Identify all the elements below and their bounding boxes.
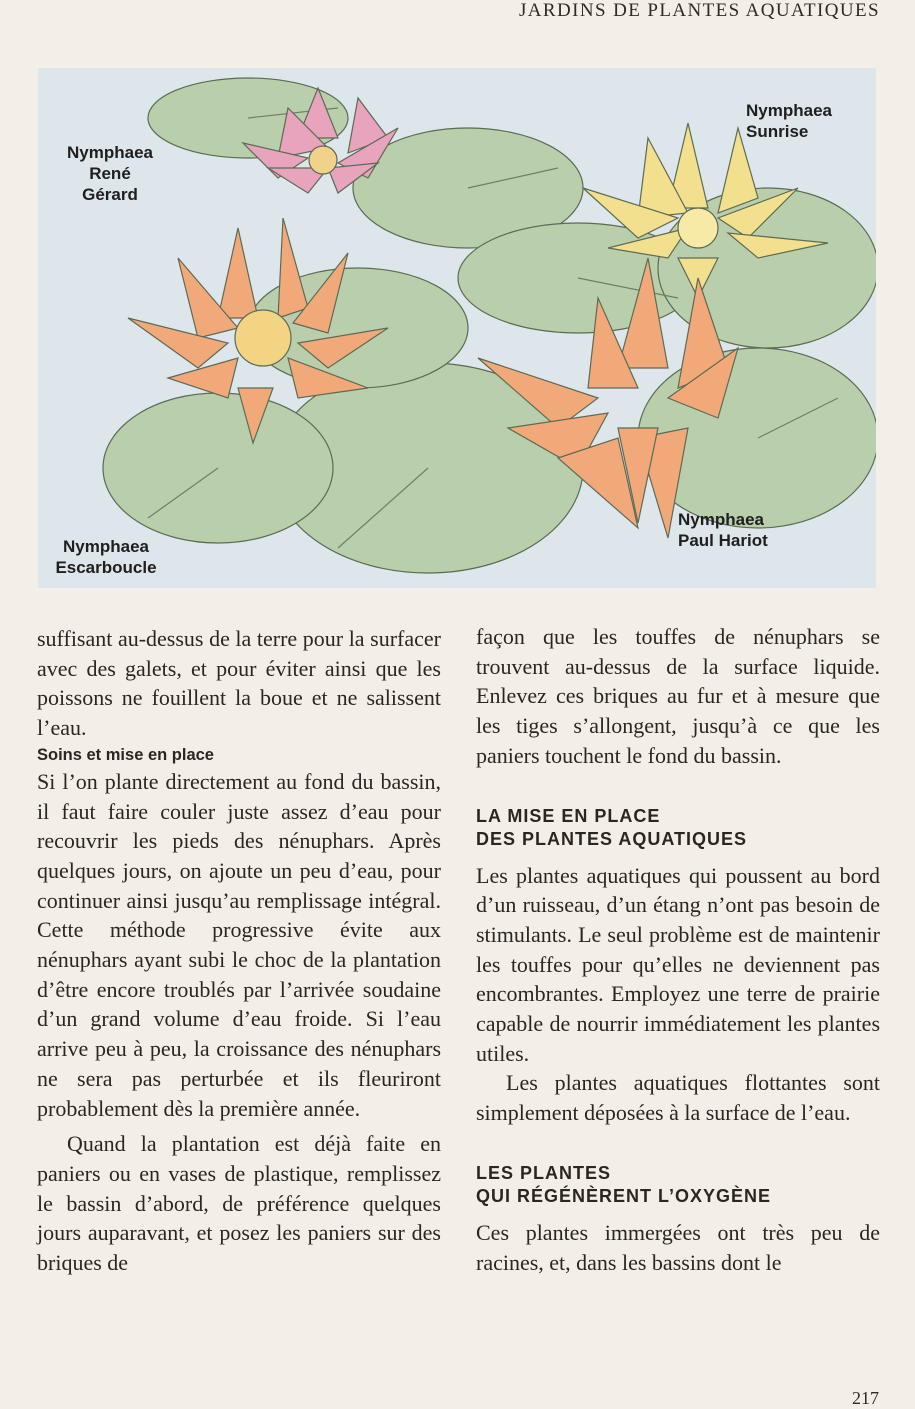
section-title [476, 1162, 880, 1208]
label-escarboucle [46, 536, 166, 578]
section-title-line: DES PLANTES AQUATIQUES [476, 828, 748, 849]
running-head: JARDINS DE PLANTES AQUATIQUES [519, 0, 880, 21]
label-line: Paul Hariot [678, 531, 768, 550]
subheading: Soins et mise en place [37, 745, 214, 764]
right-column [476, 622, 880, 1277]
label-sunrise [746, 100, 832, 142]
paragraph: Si l’on plante directement au fond du bassin, il faut faire couler juste assez d’eau pour recouvrir les pieds des nénuphars. Après quelques jours, on ajoute un peu d’eau, pour continuer ainsi jusqu’au remplissage intégral. Cette méthode progressive évite aux nénuphars ayant subi le choc de la plantation d’être encore troublés par l’arrivée soudaine d’un grand volume d’eau froide. Si l’eau arrive peu à peu, la croissance des nénuphars ne sera pas perturbée et ils fleuriront probablement dès la première année. [37, 768, 441, 1121]
label-line: René Gérard [82, 164, 138, 204]
label-line: Sunrise [746, 122, 809, 141]
label-line: Nymphaea [678, 510, 764, 529]
paragraph: Les plantes aquatiques flottantes sont simplement déposées à la surface de l’eau. [476, 1070, 880, 1126]
label-rene-gerard [60, 142, 160, 205]
label-line: Nymphaea [67, 143, 153, 162]
section-title-line: QUI RÉGÉNÈRENT L’OXYGÈNE [476, 1185, 772, 1206]
section-title-line: LES PLANTES [476, 1162, 612, 1183]
paragraph: Ces plantes immergées ont très peu de racines, et, dans les bassins dont le [476, 1219, 880, 1275]
paragraph: façon que les touffes de nénuphars se trouvent au-dessus de la surface liquide. Enlevez ces briques au fur et à mesure que les tiges s’allongent, jusqu’à ce que les paniers touchent le fond du bassin. [476, 624, 880, 768]
label-line: Nymphaea [746, 101, 832, 120]
label-line: Nymphaea [63, 537, 149, 556]
paragraph: Les plantes aquatiques qui poussent au bord d’un ruisseau, d’un étang n’ont pas besoin de stimulants. Le seul problème est de maintenir les touffes pour qu’elles ne deviennent pas encombrantes. Employez une terre de prairie capable de nourrir immédiatement les plantes utiles. [476, 862, 880, 1066]
label-paul-hariot [678, 509, 768, 551]
paragraph: suffisant au-dessus de la terre pour la surfacer avec des galets, et pour éviter ainsi que les poissons ne fouillent la boue et ne salissent l’eau. [37, 626, 441, 741]
water-lily-illustration [38, 68, 876, 588]
paragraph: Quand la plantation est déjà faite en paniers ou en vases de plastique, remplissez le bassin d’abord, de préférence quelques jours auparavant, et posez les paniers sur des briques de [37, 1131, 441, 1276]
label-line: Escarboucle [55, 558, 157, 577]
section-title-line: LA MISE EN PLACE [476, 805, 661, 826]
section-title [476, 805, 880, 851]
left-column [37, 624, 441, 1278]
page-number: 217 [852, 1388, 879, 1408]
